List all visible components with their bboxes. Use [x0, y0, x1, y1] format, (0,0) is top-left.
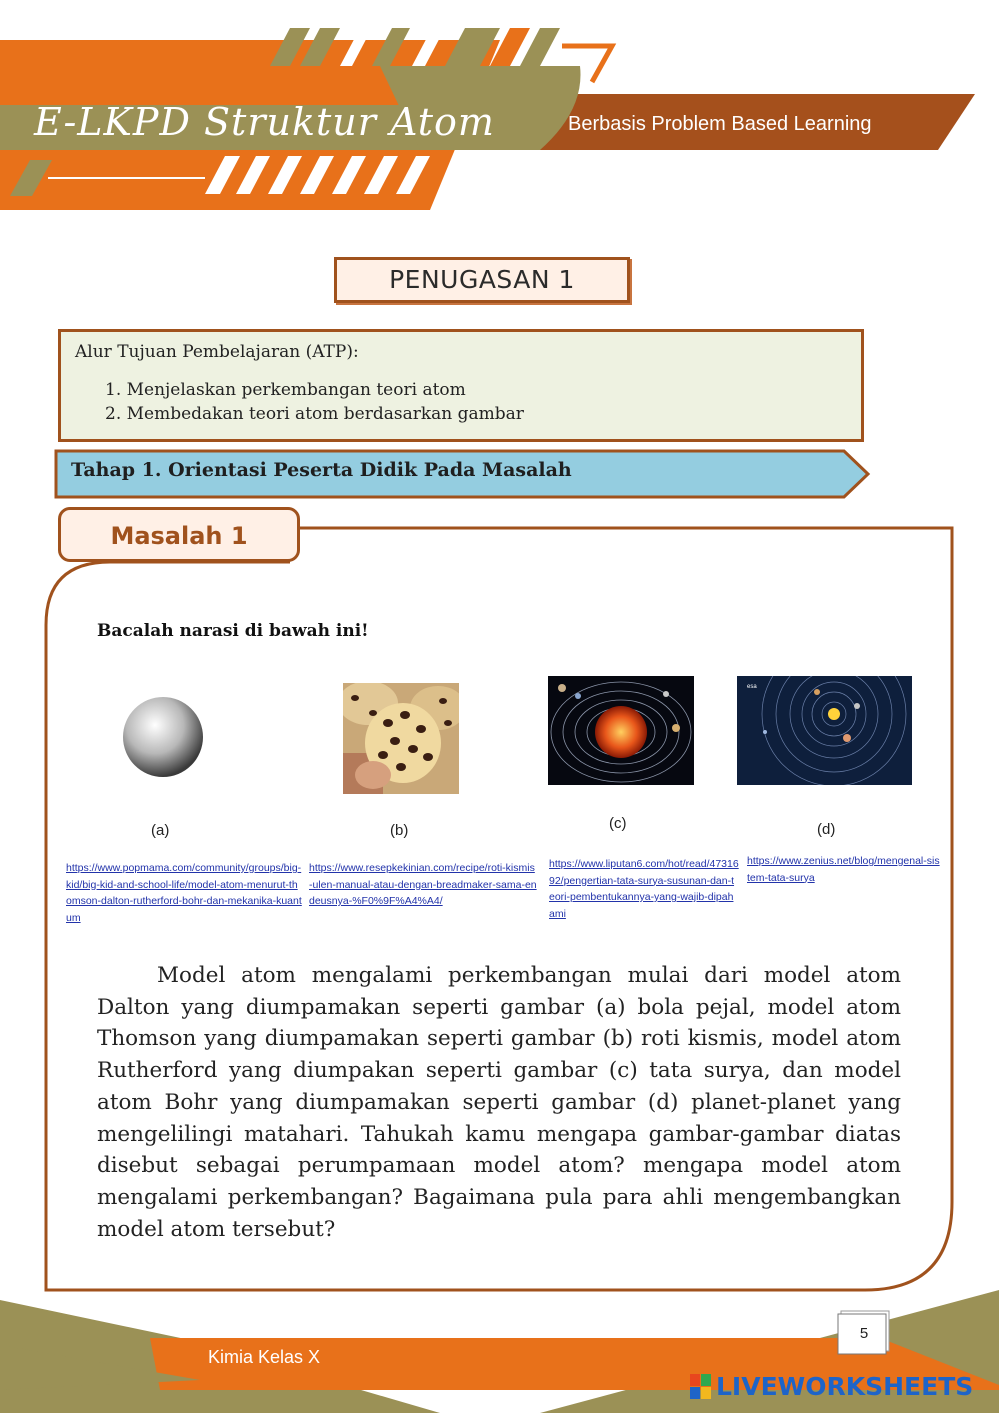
solid-sphere-image [118, 692, 208, 782]
atp-box [58, 329, 864, 442]
figure-label: (d) [817, 821, 836, 838]
header-title: E-LKPD Struktur Atom [34, 100, 495, 144]
raisin-bread-image [343, 683, 459, 794]
solar-system-image [548, 676, 694, 785]
figure-label: (a) [151, 822, 170, 839]
read-instruction: Bacalah narasi di bawah ini! [97, 621, 369, 641]
page-number: 5 [859, 1325, 869, 1342]
figure-source-link[interactable]: https://www.zenius.net/blog/mengenal-sistem-tata-surya [747, 855, 940, 884]
figure-label: (c) [609, 815, 627, 832]
planet-orbits-image [737, 676, 912, 785]
liveworksheets-logo-icon [690, 1374, 712, 1404]
figure-label: (b) [390, 822, 409, 839]
footer-subject: Kimia Kelas X [208, 1347, 321, 1367]
problem-narrative: Model atom mengalami perkembangan mulai dari model atom Dalton yang diumpamakan seperti gambar (a) bola pejal, model atom Thomson yang diumpamakan seperti gambar (b) roti kismis, model atom Rutherford yang diumpakan seperti gambar (c) tata surya, dan model atom Bohr yang diumpamakan seperti gambar (d) planet-planet yang mengelilingi matahari. Tahukah kamu mengapa gambar-gambar diatas disebut sebagai perumpamaan model atom? mengapa model atom mengalami perkembangan? Bagaimana pula para ahli mengembangkan model atom tersebut? [97, 963, 901, 1242]
figure-source-link[interactable]: https://www.popmama.com/community/groups/big-kid/big-kid-and-school-life/model-atom-menurut-thomson-dalton-rutherford-bohr-dan-mekanika-kuantum [66, 862, 302, 924]
atp-title: Alur Tujuan Pembelajaran (ATP): [75, 342, 359, 362]
task-label: PENUGASAN 1 [389, 265, 575, 294]
atp-list [105, 378, 524, 426]
problem-tab [58, 507, 300, 562]
figure-source-link[interactable]: https://www.resepkekinian.com/recipe/roti-kismis-ulen-manual-atau-dengan-breadmaker-sama-endeusnya-%F0%9F%A4%A4/ [309, 862, 537, 907]
svg-text:esa: esa [747, 684, 757, 690]
atp-item: 2. Membedakan teori atom berdasarkan gambar [105, 404, 524, 424]
task-banner [334, 257, 630, 303]
figure-source-link[interactable]: https://www.liputan6.com/hot/read/4731692/pengertian-tata-surya-susunan-dan-teori-pembentukannya-yang-wajib-dipahami [549, 858, 739, 920]
problem-tab-label: Masalah 1 [110, 522, 248, 550]
stage-label: Tahap 1. Orientasi Peserta Didik Pada Masalah [71, 459, 572, 481]
liveworksheets-brand[interactable]: LIVEWORKSHEETS [716, 1372, 974, 1401]
atp-item: 1. Menjelaskan perkembangan teori atom [105, 380, 466, 400]
header-subtitle: Berbasis Problem Based Learning [568, 113, 872, 135]
